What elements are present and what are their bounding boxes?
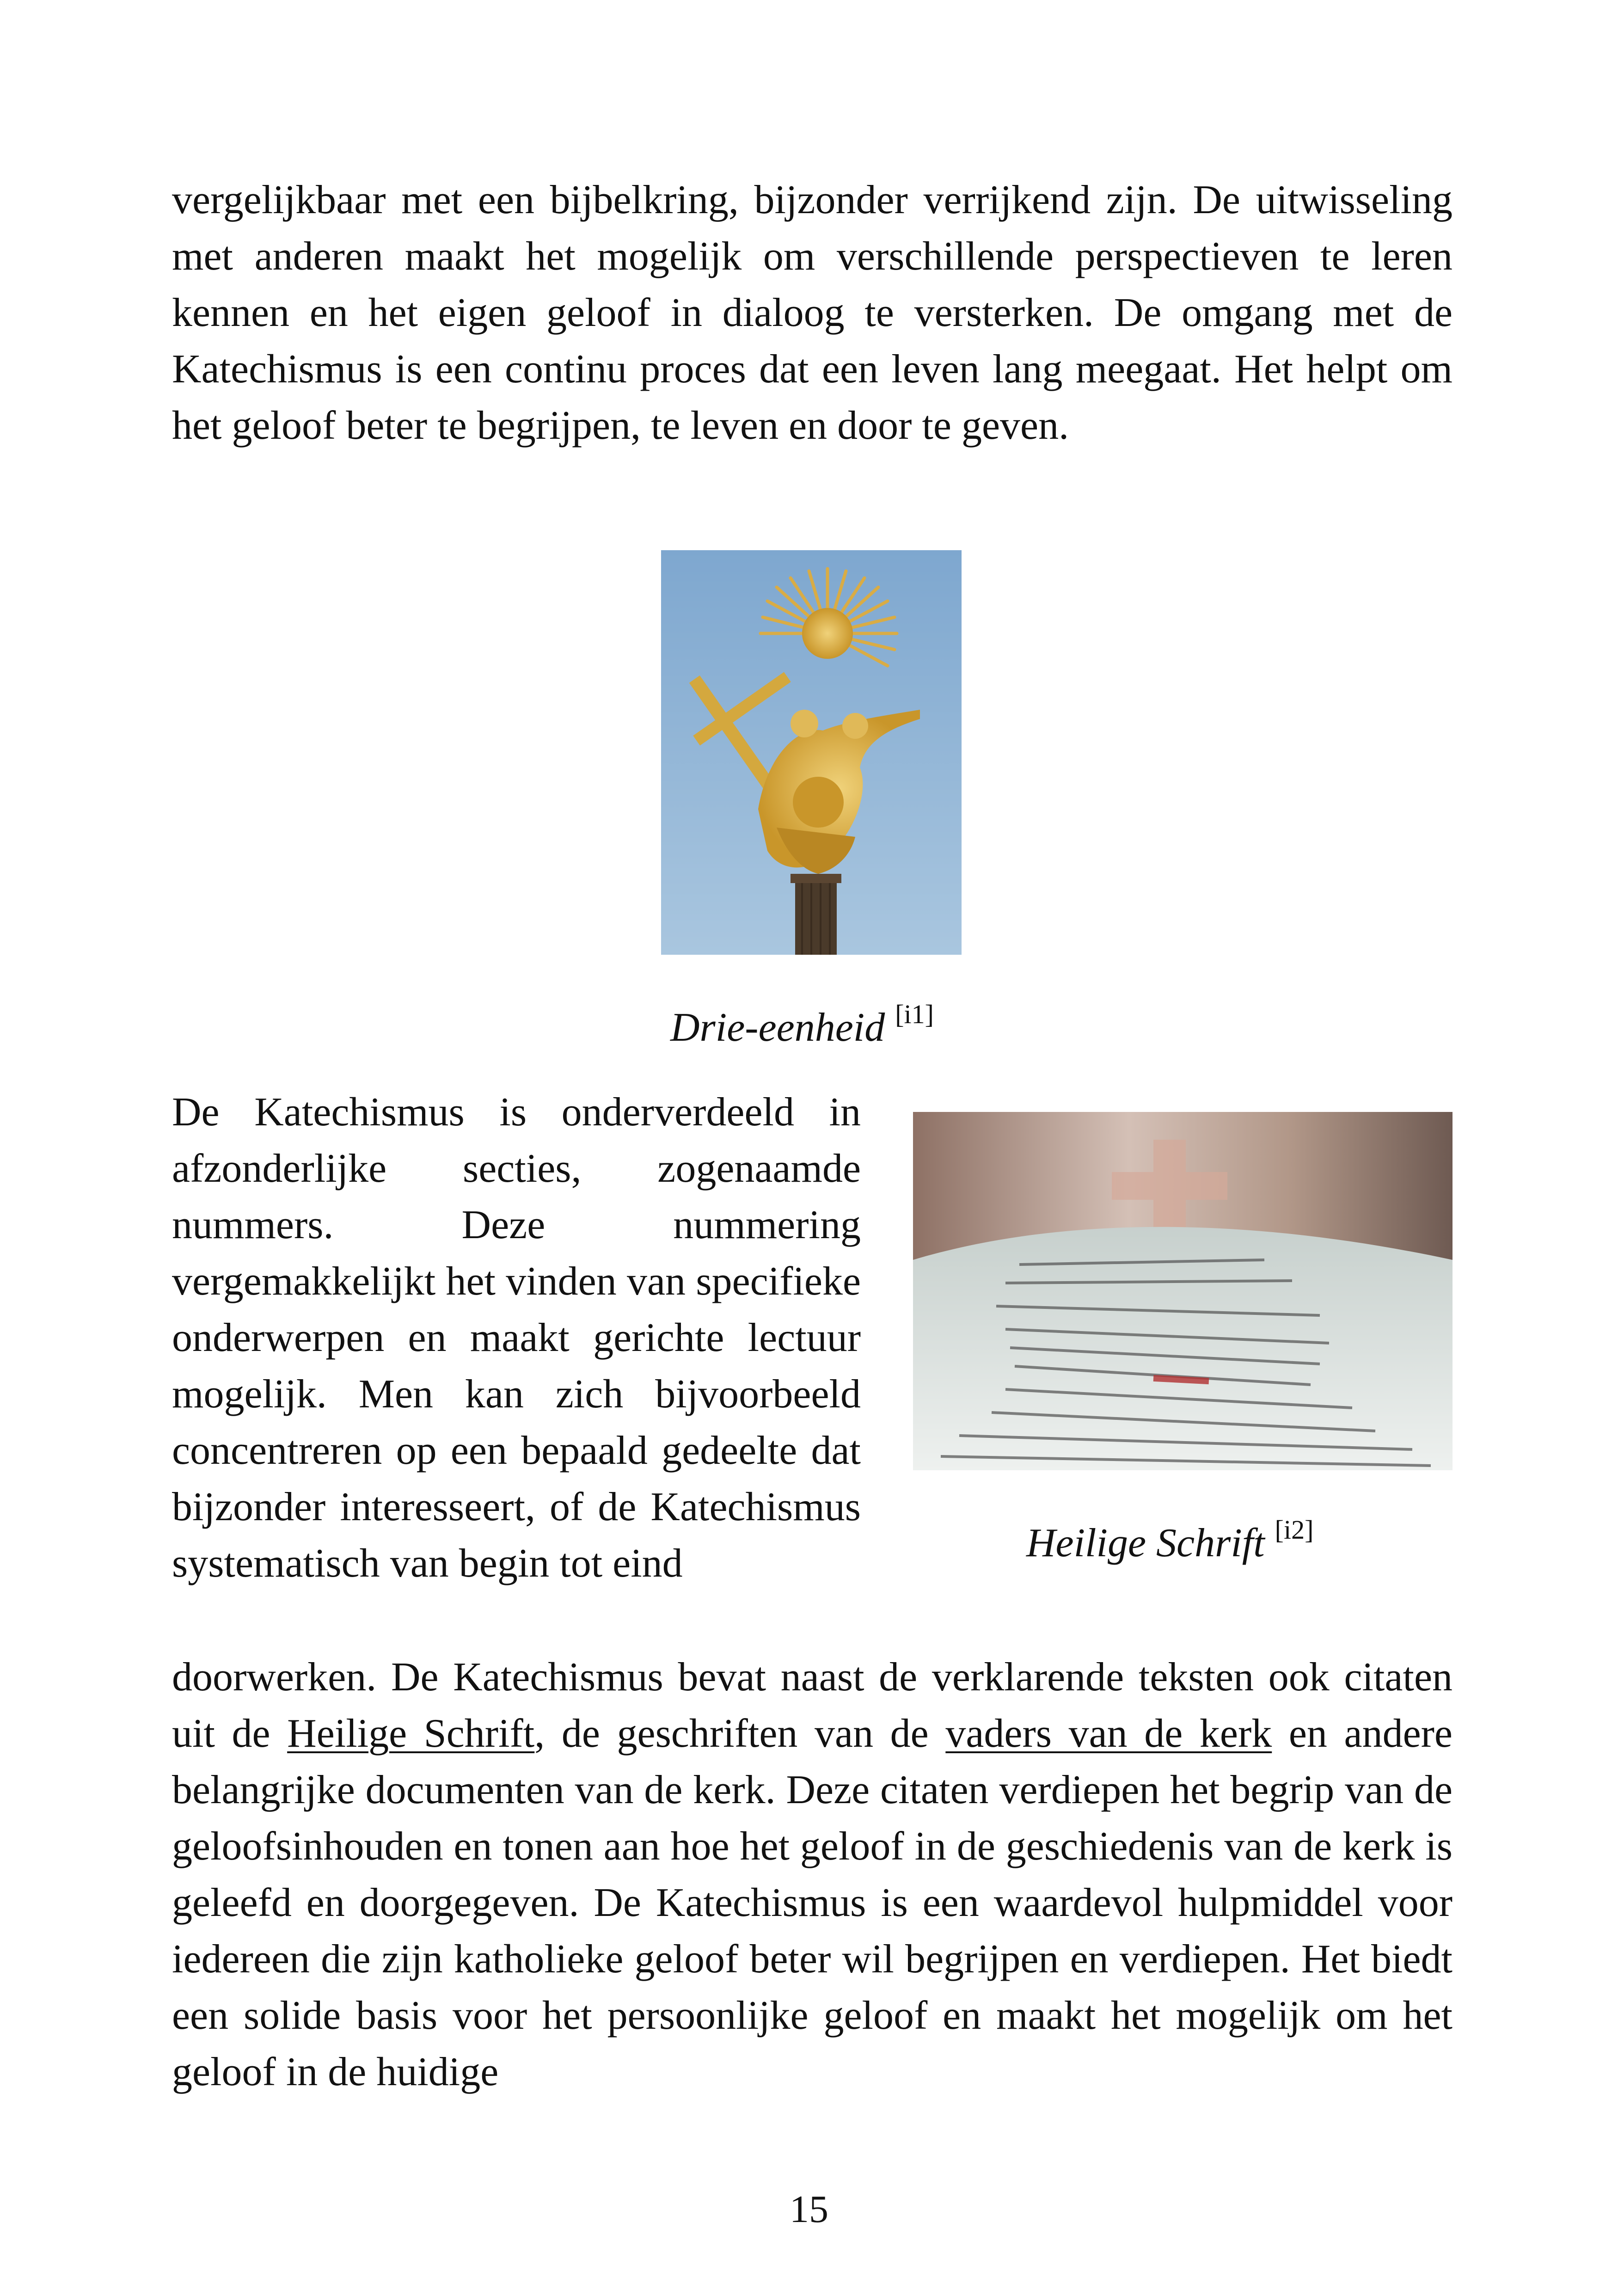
paragraph-2-top: De Katechismus is onderverdeeld in afzonderlijke secties, zogenaamde nummers. Deze nummering vergemakkelijkt het vinden van specifieke onderwerpen en maakt gerichte lectuur mogelijk. Men kan zich bijvoorbeeld concentreren op een bepaald gedeelte dat bijzonder interesseert, of de Katechismus systematisch van begin tot eind [172, 1090, 861, 1586]
image-reference: [i1] [895, 999, 934, 1029]
figure-caption-trinity [670, 999, 934, 1051]
paragraph-text: , de geschriften van de [534, 1711, 946, 1756]
trinity-statue-image [661, 550, 962, 955]
paragraph-text: en andere belangrijke documenten van de kerk. Deze citaten verdiepen het begrip van de geloofsinhouden en tonen aan hoe het geloof in de geschiedenis van de kerk is geleefd en doorgegeven. De Katechismus is een waardevol hulpmiddel voor iedereen die zijn katholieke geloof beter wil begrijpen en verdiepen. Het biedt een solide basis voor het persoonlijke geloof en maakt het mogelijk om het geloof in de huidige [172, 1711, 1453, 2094]
image-reference: [i2] [1275, 1515, 1314, 1545]
link-vaders-van-de-kerk[interactable]: vaders van de kerk [945, 1711, 1272, 1756]
figure-caption-holy-scripture [1026, 1514, 1313, 1566]
open-bible-image [913, 1112, 1453, 1470]
paragraph-2-bottom [172, 1649, 1453, 2100]
page-number: 15 [790, 2188, 828, 2231]
caption-text: Drie-eenheid [670, 1005, 885, 1050]
caption-text: Heilige Schrift [1026, 1521, 1265, 1565]
paragraph-1: vergelijkbaar met een bijbelkring, bijzonder verrijkend zijn. De uitwisseling met anderen maakt het mogelijk om verschillende perspectieven te leren kennen en het eigen geloof in dialoog te versterken. De omgang met de Katechismus is een continu proces dat een leven lang meegaat. Het helpt om het geloof beter te begrijpen, te leven en door te geven. [172, 178, 1453, 448]
link-heilige-schrift[interactable]: Heilige Schrift [287, 1711, 535, 1756]
paragraph-text: doorwerken. De Katechismus bevat naast de verklarende teksten ook citaten uit de [172, 1655, 1453, 1756]
